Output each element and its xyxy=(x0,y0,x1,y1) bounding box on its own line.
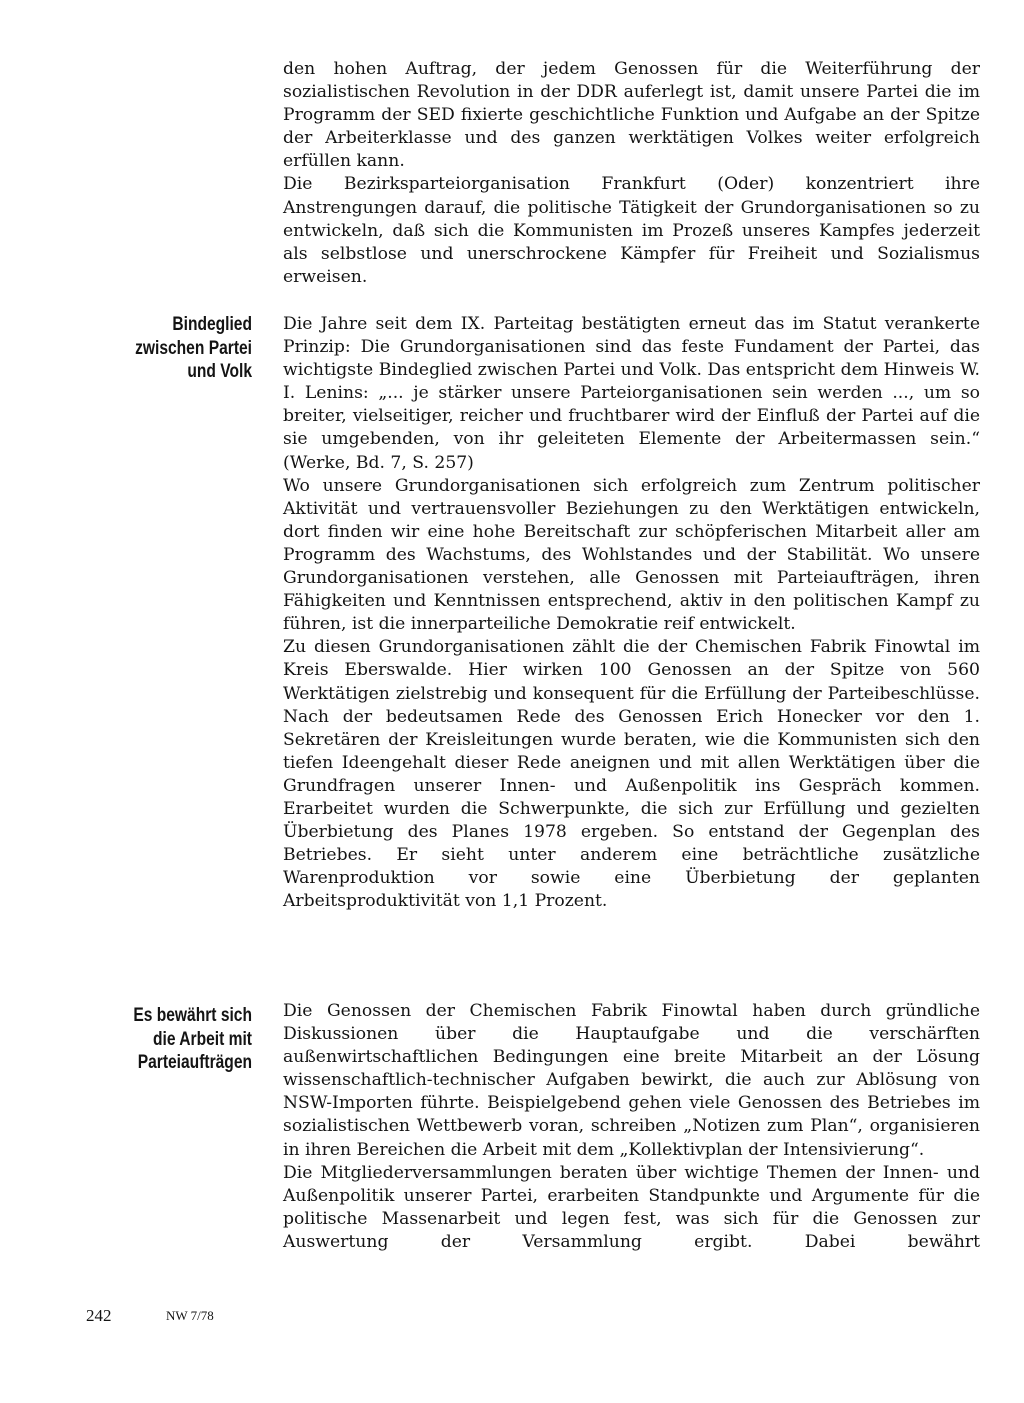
text-block-bindeglied xyxy=(283,313,980,913)
sidenote-line: Bindeglied xyxy=(172,314,252,335)
text-block-intro xyxy=(283,58,980,289)
paragraph: Die Genossen der Chemischen Fabrik Finowtal haben durch gründliche Diskussionen über die Hauptaufgabe und die verschärften außenwirtschaftlichen Bedingungen eine breite Mitarbeit an der Lösung wissenschaftlich-technischer Aufgaben bewirkt, die auch zur Ablösung von NSW-Importen führte. Beispielgebend gehen viele Genossen des Betriebes im sozialistischen Wettbewerb voran, schreiben „Notizen zum Plan“, organisieren in ihren Bereichen die Arbeit mit dem „Kollektivplan der Intensivierung“. xyxy=(283,1001,980,1160)
sidenote-line: die Arbeit mit xyxy=(153,1028,252,1050)
paragraph: Die Mitgliederversammlungen beraten über wichtige Themen der Innen- und Außenpolitik unserer Partei, erarbeiten Standpunkte und Argumente für die politische Massenarbeit und legen fest, was sich für die Genossen zur Auswertung der Versammlung ergibt. Dabei bewährt xyxy=(283,1162,980,1252)
paragraph: Die Bezirksparteiorganisation Frankfurt (Oder) konzentriert ihre Anstrengungen darauf, die politische Tätigkeit der Grundorganisationen so zu entwickeln, daß sich die Kommunisten im Prozeß unseres Kampfes jederzeit als selbstlose und unerschrockene Kämpfer für Freiheit und Sozialismus erweisen. xyxy=(283,174,980,287)
sidenote-line: zwischen Partei xyxy=(135,337,252,359)
paragraph: Die Jahre seit dem IX. Parteitag bestätigten erneut das im Statut verankerte Prinzip: Die Grundorganisationen sind das feste Fundament der Partei, das wichtigste Bindeglied zwischen Partei und Volk. Das entspricht dem Hinweis W. I. Lenins: „... je stärker unsere Parteiorganisationen sein werden ..., um so breiter, vielseitiger, reicher und fruchtbarer wird der Einfluß der Partei auf die sie umgebenden, von ihr geleiteten Elemente der Arbeitermassen sein.“ (Werke, Bd. 7, S. 257) xyxy=(283,314,980,473)
paragraph: den hohen Auftrag, der jedem Genossen für die Weiterführung der sozialistischen Revolution in der DDR auferlegt ist, damit unsere Partei die im Programm der SED fixierte geschichtliche Funktion und Aufgabe an der Spitze der Arbeiterklasse und des ganzen werktätigen Volkes weiter erfolgreich erfüllen kann. xyxy=(283,59,980,172)
paragraph: Wo unsere Grundorganisationen sich erfolgreich zum Zentrum politischer Aktivität und vertrauensvoller Beziehungen zu den Werktätigen entwickeln, dort finden wir eine hohe Bereitschaft zur schöpferischen Mitarbeit aller am Programm des Wachstums, des Wohlstandes und der Stabilität. Wo unsere Grundorganisationen verstehen, alle Genossen mit Parteiaufträgen, ihren Fähigkeiten und Kenntnissen entsprechend, aktiv in den politischen Kampf zu führen, ist die innerparteiliche Demokratie reif entwickelt. xyxy=(283,475,980,635)
journal-reference: NW 7/78 xyxy=(166,1308,214,1323)
page-number: 242 xyxy=(86,1306,112,1325)
text-block-parteiauftraege xyxy=(283,1000,980,1254)
sidenote-line: Es bewährt sich xyxy=(133,1005,252,1026)
sidenote-line: und Volk xyxy=(187,361,252,382)
paragraph: Zu diesen Grundorganisationen zählt die der Chemischen Fabrik Finowtal im Kreis Eberswalde. Hier wirken 100 Genossen an der Spitze von 560 Werktätigen zielstrebig und konsequent für die Erfüllung der Parteibeschlüsse. Nach der bedeutsamen Rede des Genossen Erich Honecker vor den 1. Sekretären der Kreisleitungen wurde beraten, wie die Kommunisten sich den tiefen Ideengehalt dieser Rede aneignen und mit allen Werktätigen über die Grundfragen unserer Innen- und Außenpolitik ins Gespräch kommen. Erarbeitet wurden die Schwerpunkte, die sich zur Erfüllung und gezielten Überbietung des Planes 1978 ergeben. So entstand der Gegenplan des Betriebes. Er sieht unter anderem eine beträchtliche zusätzliche Warenproduktion vor sowie eine Überbietung der geplanten Arbeitsproduktivität von 1,1 Prozent. xyxy=(283,637,980,912)
sidenote-bindeglied xyxy=(88,313,252,384)
sidenote-line: Parteiaufträgen xyxy=(137,1052,252,1073)
sidenote-parteiauftraege xyxy=(88,1004,252,1075)
